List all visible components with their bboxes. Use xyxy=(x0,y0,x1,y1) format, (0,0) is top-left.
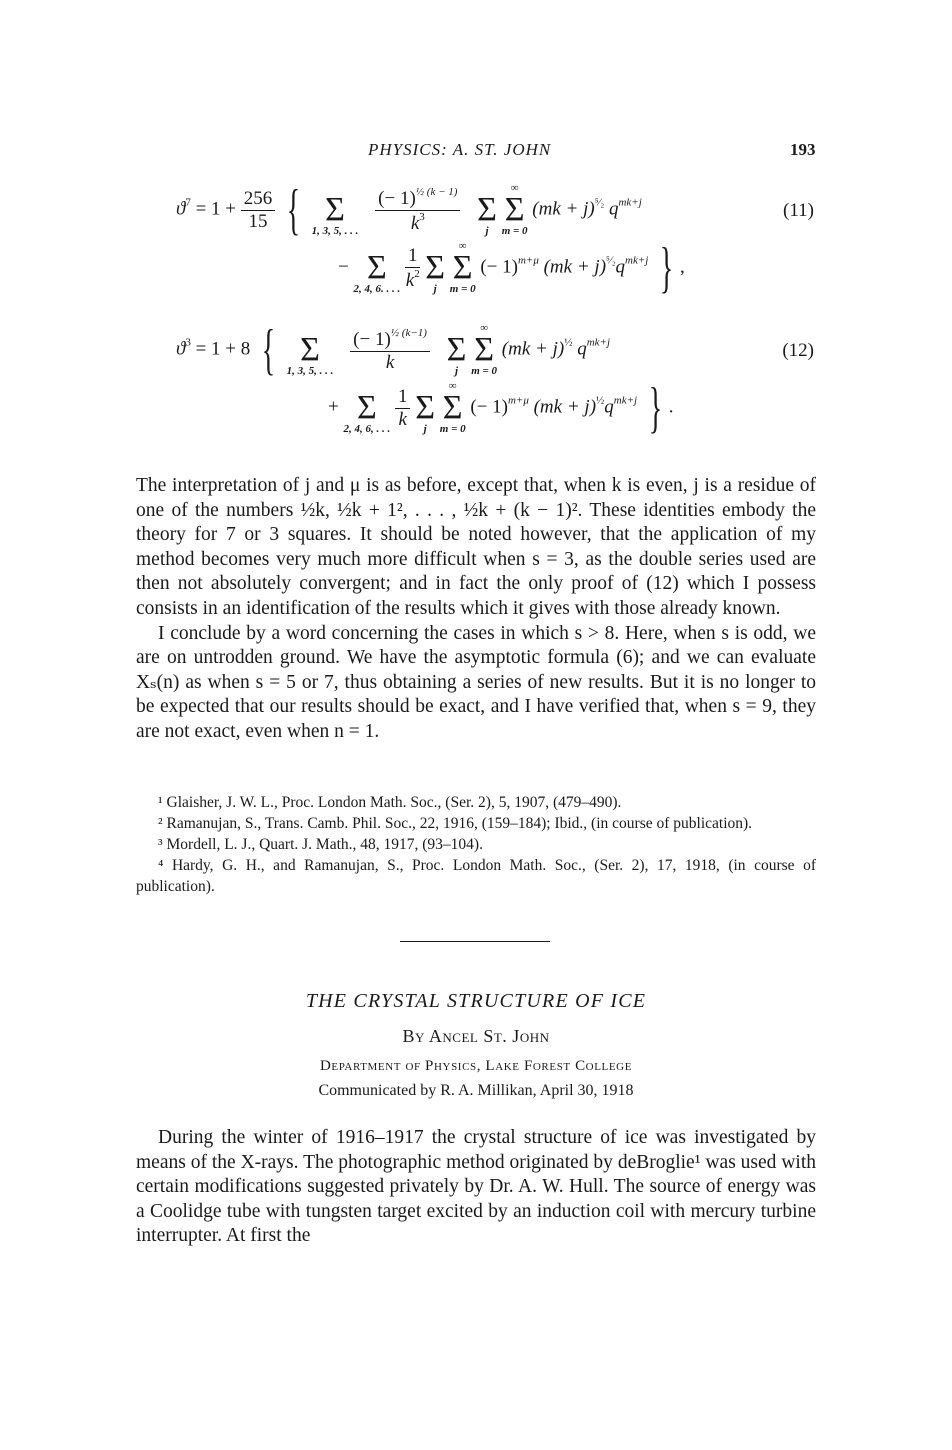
eq12-sign-term: (− 1) xyxy=(470,396,508,418)
eq12-sum1-range: 1, 3, 5, . . . xyxy=(286,365,334,377)
eq11-frac1-den: k xyxy=(410,212,420,234)
eq11-sum2-range: 2, 4, 6. . . . xyxy=(353,283,401,295)
eq12-close-brace: } xyxy=(648,377,663,439)
running-title: PHYSICS: A. ST. JOHN xyxy=(368,140,552,159)
eq12-sum-inf: ∞ xyxy=(480,322,489,334)
eq12-label: (12) xyxy=(782,340,814,361)
eq12-sum-j: Σ j xyxy=(446,331,467,377)
eq11-q2-exp: mk+j xyxy=(625,254,649,267)
eq11-sum-odd: Σ 1, 3, 5, . . . xyxy=(311,191,359,237)
eq12-lhs: ϑ xyxy=(176,338,186,360)
eq11-frac2-den: k xyxy=(405,269,415,291)
eq11-sign-exp: m+μ xyxy=(517,254,539,267)
eq12-sum-even: Σ 2, 4, 6, . . . xyxy=(343,389,391,435)
eq12-q-exp: mk+j xyxy=(586,336,611,349)
eq11-sum1-range: 1, 3, 5, . . . xyxy=(311,225,359,237)
eq12-q: q xyxy=(577,338,587,360)
eq12-line2 xyxy=(328,377,674,439)
eq11-lhs: ϑ xyxy=(176,198,186,220)
body-text xyxy=(136,474,816,745)
article-communicated: Communicated by R. A. Millikan, April 30, 1918 xyxy=(318,1082,634,1099)
eq11-term2-exp: ⁵⁄₂ xyxy=(606,254,616,267)
eq12-end: . xyxy=(668,396,674,418)
eq12-term2: (mk + j) xyxy=(533,396,597,418)
eq12-frac2 xyxy=(395,386,411,431)
eq11-q-exp: mk+j xyxy=(618,196,642,209)
eq11-frac1-den-exp: 3 xyxy=(419,210,425,223)
eq11-sum-j-label: j xyxy=(485,225,489,237)
eq11-q2: q xyxy=(615,256,626,278)
eq11-frac2 xyxy=(405,245,421,292)
eq12-line1 xyxy=(176,319,611,381)
footnote-2: ² Ramanujan, S., Trans. Camb. Phil. Soc., 22, 1916, (159–184); Ibid., (in course of publication). xyxy=(158,815,753,832)
paragraph-interpretation: The interpretation of j and μ is as before, except that, when k is even, j is a residue of one of the numbers ½k, ½k + 1², . . . , ½k + (k − 1)². These identities embody the theory for 7 or 3 squares. It should be noted however, that the application of my method becomes very much more difficult when s = 3, as the double series used are then not absolutely convergent; and in fact the only proof of (12) which I possess consists in an identification of the results which it gives with those already known. xyxy=(136,475,816,619)
eq12-q2-exp: mk+j xyxy=(613,394,638,407)
eq11-close-brace: } xyxy=(659,237,674,299)
eq11-coefficient xyxy=(241,188,276,233)
eq11-term2: (mk + j) xyxy=(543,256,607,278)
eq12-lhs-exp: 3 xyxy=(185,336,191,349)
eq12-frac1-num: (− 1) xyxy=(353,328,391,350)
eq11-frac2-den-exp: 2 xyxy=(414,267,420,280)
eq12-frac2-num: 1 xyxy=(395,386,411,409)
eq12-frac2-den: k xyxy=(398,408,407,430)
eq11-line2 xyxy=(338,237,685,299)
eq12-sum-m2: ∞ Σ m = 0 xyxy=(439,380,466,435)
eq12-term2-exp: ½ xyxy=(596,394,605,407)
section-divider xyxy=(400,941,550,942)
eq12-sum-j-label: j xyxy=(455,365,459,377)
eq11-minus: − xyxy=(338,256,349,278)
eq11-sum-m-label: m = 0 xyxy=(501,225,528,237)
eq12-sum-m2-label: m = 0 xyxy=(439,423,466,435)
eq11-q: q xyxy=(608,198,619,220)
eq12-sum-m: ∞ Σ m = 0 xyxy=(471,322,498,377)
eq11-frac2-num: 1 xyxy=(405,245,421,268)
page-number: 193 xyxy=(790,140,816,159)
paragraph-conclusion: I conclude by a word concerning the cases in which s > 8. Here, when s is odd, we are on untrodden ground. We have the asymptotic formula (6); and we can evaluate Xₛ(n) as when s = 5 or 7, thus obtaining a series of new results. But it is no longer to be expected that our results should be exact, and I have verified that, when s = 9, they are not exact, even when n = 1. xyxy=(136,622,816,742)
eq11-one-plus: = 1 + xyxy=(195,198,237,220)
eq12-sum-odd: Σ 1, 3, 5, . . . xyxy=(286,331,334,377)
article-body xyxy=(136,1126,816,1249)
eq12-open-brace: { xyxy=(261,319,276,381)
eq11-line1 xyxy=(176,179,642,241)
eq11-sum-even: Σ 2, 4, 6. . . . xyxy=(353,249,401,295)
eq12-frac1-den: k xyxy=(385,351,395,373)
eq12-sum-j2: Σ j xyxy=(415,389,436,435)
footnote-3: ³ Mordell, L. J., Quart. J. Math., 48, 1917, (93–104). xyxy=(158,836,483,853)
eq12-q2: q xyxy=(604,396,614,418)
eq11-coef-num: 256 xyxy=(241,188,276,211)
eq11-end: , xyxy=(680,256,685,278)
eq12-term1: (mk + j) xyxy=(501,338,565,360)
article-title: THE CRYSTAL STRUCTURE OF ICE xyxy=(305,990,647,1012)
paragraph-ice-intro: During the winter of 1916–1917 the crystal structure of ice was investigated by means of the X-rays. The photographic method originated by deBroglie¹ was used with certain modifications suggested privately by Dr. A. W. Hull. The source of energy was a Coolidge tube with tungsten target excited by an induction coil with mercury turbine interrupter. At first the xyxy=(136,1127,816,1247)
footnote-4: ⁴ Hardy, G. H., and Ramanujan, S., Proc. London Math. Soc., (Ser. 2), 17, 1918, (in course of publication). xyxy=(136,857,816,895)
eq11-term1-exp: ⁵⁄₂ xyxy=(594,196,605,209)
eq12-one-plus: = 1 + 8 xyxy=(195,338,251,360)
eq12-sign-exp: m+μ xyxy=(507,394,529,407)
article-byline: By Ancel St. John xyxy=(402,1026,550,1046)
eq11-sum-j2-label: j xyxy=(433,283,437,295)
eq11-frac1 xyxy=(375,186,460,235)
eq11-frac1-num: (− 1) xyxy=(378,187,416,209)
eq11-sum-inf2: ∞ xyxy=(458,240,467,252)
eq12-sum-m-label: m = 0 xyxy=(471,365,498,377)
eq12-sum-inf2: ∞ xyxy=(448,380,457,392)
eq11-lhs-exp: 7 xyxy=(185,196,191,209)
eq12-plus: + xyxy=(328,396,339,418)
eq11-label: (11) xyxy=(783,200,814,221)
eq12-term1-exp: ½ xyxy=(564,336,573,349)
eq11-term1: (mk + j) xyxy=(532,198,595,220)
eq11-sum-m2: ∞ Σ m = 0 xyxy=(449,240,476,295)
eq11-frac1-num-exp: ½ (k − 1) xyxy=(415,185,458,198)
eq11-sign-term: (− 1) xyxy=(480,256,518,278)
eq11-open-brace: { xyxy=(286,179,301,241)
eq12-sum-j2-label: j xyxy=(423,423,427,435)
eq11-sum-m2-label: m = 0 xyxy=(449,283,476,295)
footnote-1: ¹ Glaisher, J. W. L., Proc. London Math. Soc., (Ser. 2), 5, 1907, (479–490). xyxy=(158,794,622,811)
eq12-frac1-num-exp: ½ (k−1) xyxy=(390,326,427,339)
eq11-sum-inf: ∞ xyxy=(510,182,519,194)
eq11-sum-j: Σ j xyxy=(477,191,497,237)
article-department: Department of Physics, Lake Forest College xyxy=(319,1058,633,1074)
footnotes xyxy=(136,792,816,897)
eq11-sum-m: ∞ Σ m = 0 xyxy=(501,182,528,237)
eq12-frac1 xyxy=(350,327,430,374)
eq11-sum-j2: Σ j xyxy=(425,249,446,295)
eq11-coef-den: 15 xyxy=(248,210,268,232)
eq12-sum2-range: 2, 4, 6, . . . xyxy=(343,423,391,435)
